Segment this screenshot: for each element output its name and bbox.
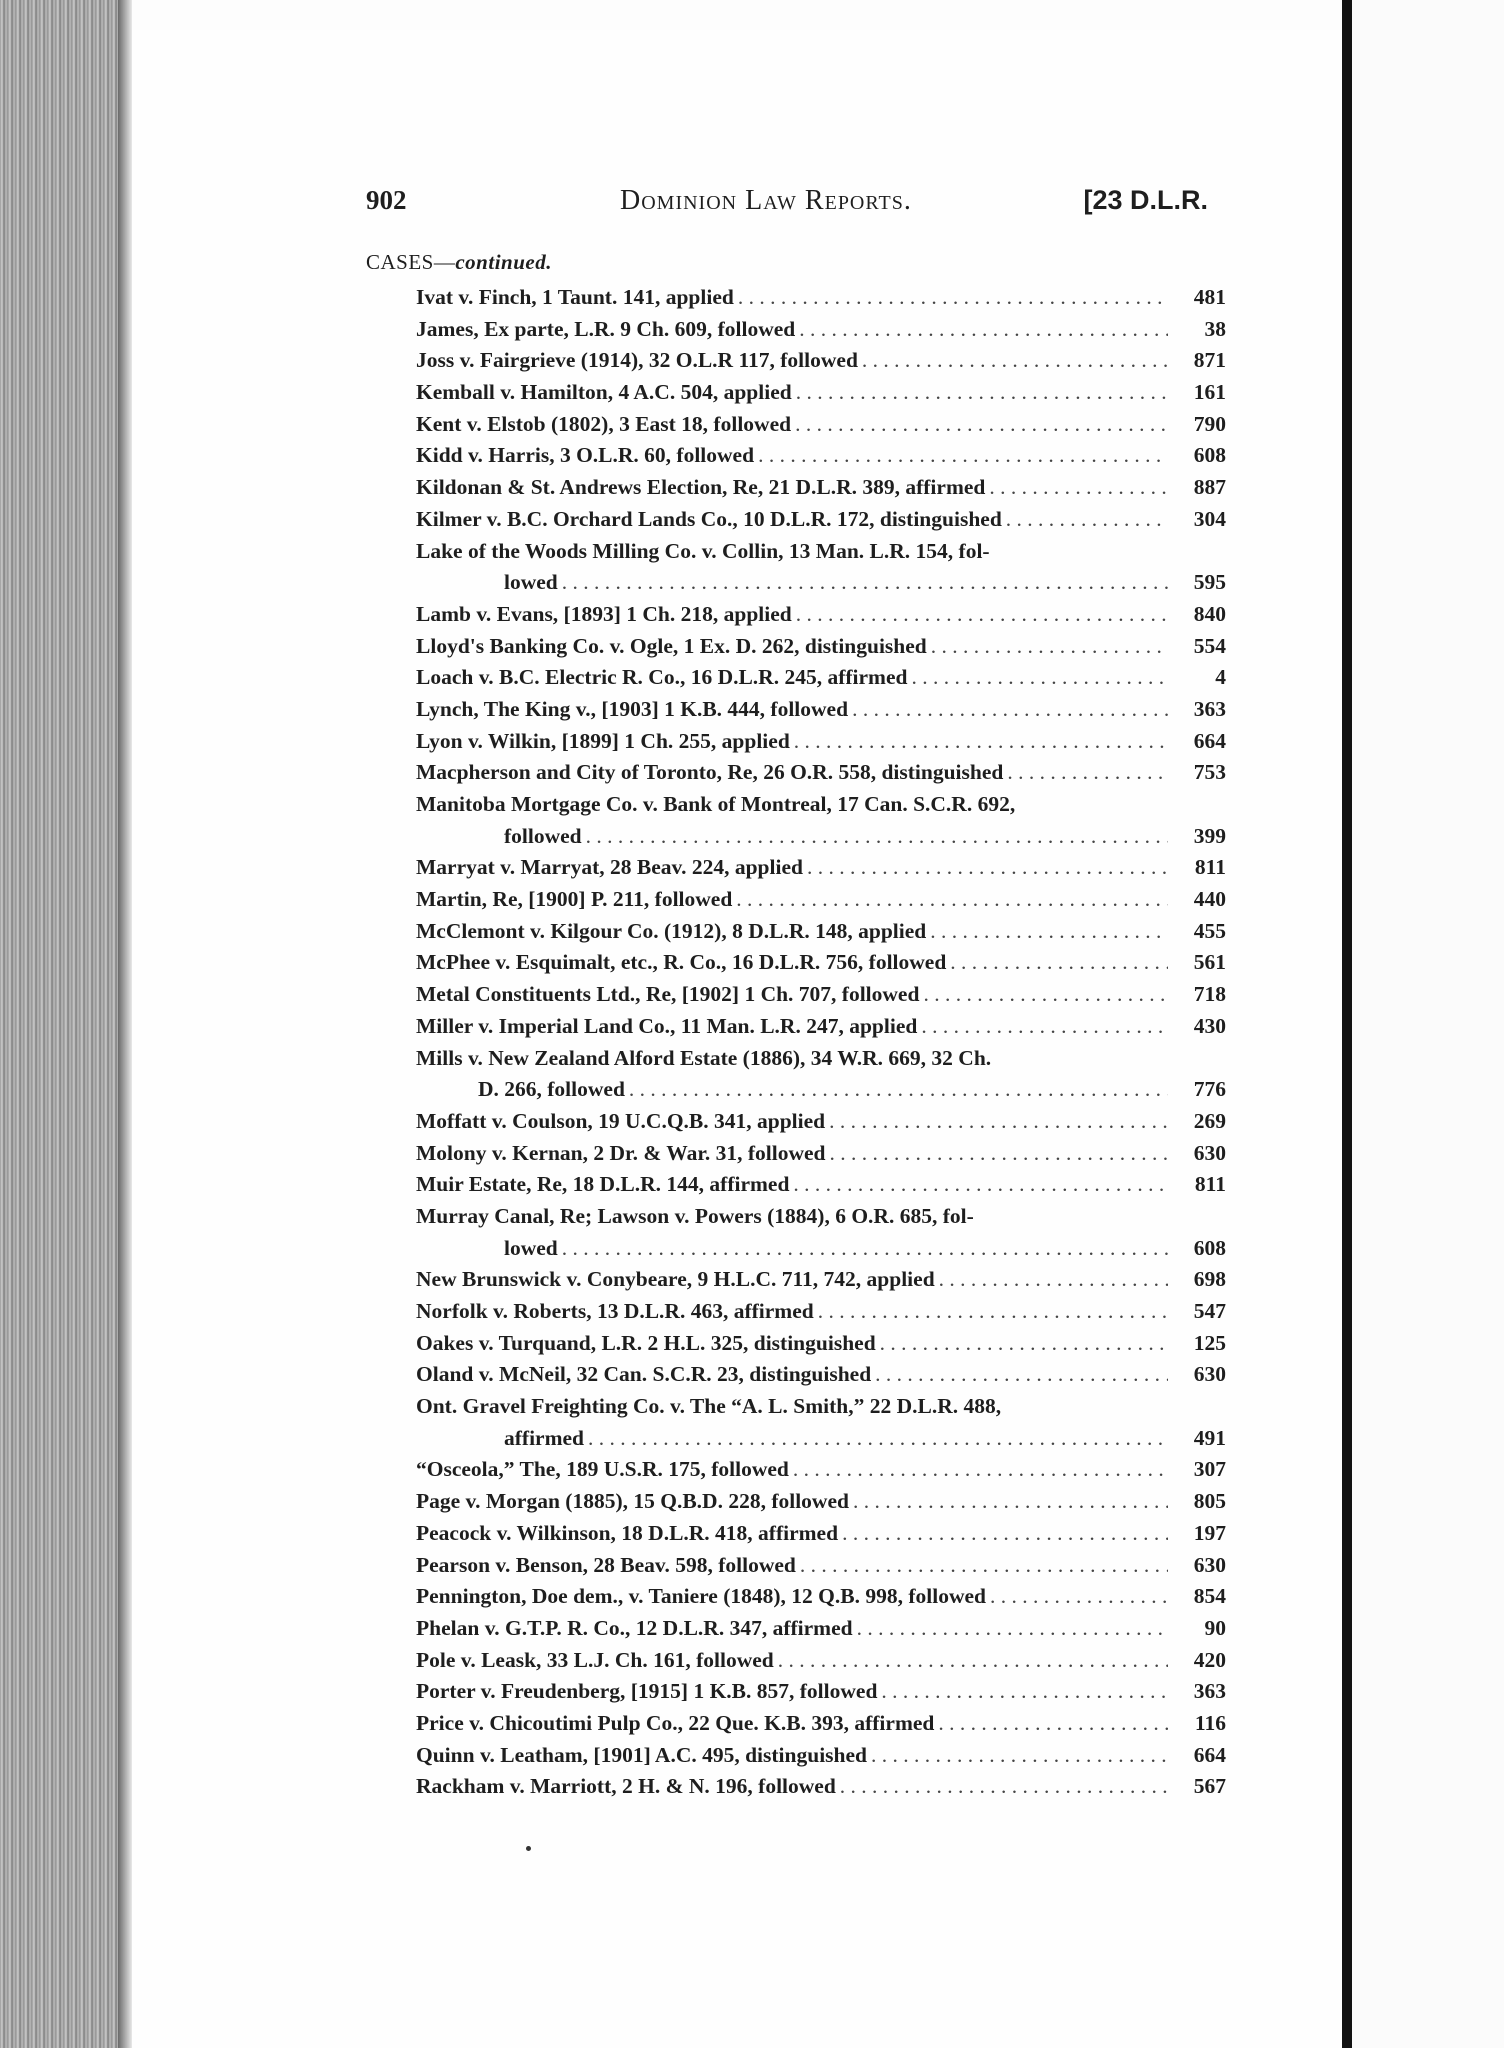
case-citation-text: Kent v. Elstob (1802), 3 East 18, followed: [416, 411, 792, 436]
case-entry: [416, 1486, 1226, 1518]
case-citation-text: Lyon v. Wilkin, [1899] 1 Ch. 255, applied: [416, 728, 790, 753]
case-entry: [416, 440, 1226, 472]
case-citation-text: Phelan v. G.T.P. R. Co., 12 D.L.R. 347, affirmed: [416, 1615, 853, 1640]
case-entry: [416, 1550, 1226, 1582]
case-citation-text: Lynch, The King v., [1903] 1 K.B. 444, followed: [416, 696, 849, 721]
case-page-reference: 608: [1193, 443, 1226, 468]
case-citation-text: Kidd v. Harris, 3 O.L.R. 60, followed: [416, 443, 755, 468]
dot-leader: [1007, 757, 1168, 789]
case-citation-text: D. 266, followed: [478, 1077, 625, 1102]
case-page-reference: 664: [1193, 1742, 1226, 1767]
book-gutter: [1342, 0, 1352, 2048]
case-citation-text: James, Ex parte, L.R. 9 Ch. 609, followed: [416, 316, 796, 341]
case-entry: [416, 1391, 1226, 1454]
dot-leader: [793, 1169, 1168, 1201]
case-page-reference: 363: [1193, 1679, 1226, 1704]
case-citation-text: Murray Canal, Re; Lawson v. Powers (1884), 6 O.R. 685, fol-: [416, 1203, 974, 1228]
case-citation-text: lowed: [504, 1235, 558, 1260]
dot-leader: [818, 1296, 1168, 1328]
section-heading: [366, 250, 552, 275]
case-citation-text: Martin, Re, [1900] P. 211, followed: [416, 887, 733, 912]
case-page-reference: 805: [1193, 1489, 1226, 1514]
dot-leader: [880, 1328, 1168, 1360]
case-entry-line: [416, 662, 1226, 694]
case-entry-line: [416, 1106, 1226, 1138]
case-citation-text: Loach v. B.C. Electric R. Co., 16 D.L.R. 245, affirmed: [416, 665, 908, 690]
case-entry-line: [416, 1645, 1226, 1677]
case-entry: [416, 599, 1226, 631]
case-entry-line: [416, 345, 1226, 377]
case-citation-text: Norfolk v. Roberts, 13 D.L.R. 463, affirmed: [416, 1299, 814, 1323]
dot-leader: [840, 1771, 1168, 1803]
case-entry: [416, 1359, 1226, 1391]
case-citation-text: McClemont v. Kilgour Co. (1912), 8 D.L.R. 148, applied: [416, 918, 927, 943]
case-entry: [416, 1645, 1226, 1677]
dot-leader: [562, 1233, 1168, 1265]
dot-leader: [793, 1454, 1168, 1486]
case-entry-line: [416, 1201, 1226, 1233]
dot-leader: [799, 314, 1168, 346]
dot-leader: [562, 567, 1168, 599]
case-page-reference: 116: [1194, 1710, 1226, 1735]
case-entry: [416, 314, 1226, 346]
case-citation-text: Kilmer v. B.C. Orchard Lands Co., 10 D.L.R. 172, distinguished: [416, 506, 1002, 531]
dot-leader: [989, 472, 1168, 504]
case-page-reference: 840: [1193, 601, 1226, 626]
case-entry: [416, 1613, 1226, 1645]
case-entry-line: [416, 1391, 1226, 1423]
dot-leader: [842, 1518, 1168, 1550]
case-entry: [416, 1201, 1226, 1264]
case-citation-text: Marryat v. Marryat, 28 Beav. 224, applied: [416, 855, 803, 880]
book-page-edges: [0, 0, 132, 2048]
case-citation-text: Moffatt v. Coulson, 19 U.C.Q.B. 341, applied: [416, 1108, 826, 1133]
case-entry: [416, 409, 1226, 441]
case-page-reference: 455: [1193, 918, 1226, 943]
case-citation-text: New Brunswick v. Conybeare, 9 H.L.C. 711, 742, applied: [416, 1267, 935, 1292]
case-citation-text: Rackham v. Marriott, 2 H. & N. 196, followed: [416, 1774, 836, 1799]
dot-leader: [930, 916, 1168, 948]
case-entry: [416, 1264, 1226, 1296]
case-citation-text: Muir Estate, Re, 18 D.L.R. 144, affirmed: [416, 1172, 790, 1197]
case-list: [416, 282, 1226, 1803]
case-entry-line: [416, 1518, 1226, 1550]
case-page-reference: 547: [1193, 1299, 1226, 1323]
case-page-reference: 811: [1194, 855, 1226, 880]
dot-leader: [800, 1550, 1168, 1582]
case-entry-continuation: [416, 1233, 1226, 1265]
case-citation-text: Joss v. Fairgrieve (1914), 32 O.L.R 117, followed: [416, 348, 858, 373]
dot-leader: [795, 409, 1168, 441]
case-entry-line: [416, 1740, 1226, 1772]
case-entry: [416, 1043, 1226, 1106]
dot-leader: [629, 1074, 1168, 1106]
case-page-reference: 481: [1193, 285, 1226, 309]
dot-leader: [990, 1581, 1168, 1613]
case-page-reference: 90: [1204, 1615, 1226, 1640]
case-entry-line: [416, 1454, 1226, 1486]
case-entry-line: [416, 1486, 1226, 1518]
case-citation-text: Ivat v. Finch, 1 Taunt. 141, applied: [416, 285, 734, 309]
case-entry: [416, 1676, 1226, 1708]
dot-leader: [807, 852, 1168, 884]
case-entry: [416, 1106, 1226, 1138]
case-entry-line: [416, 852, 1226, 884]
dot-leader: [796, 377, 1168, 409]
dot-leader: [871, 1740, 1168, 1772]
case-entry-line: [416, 1264, 1226, 1296]
case-citation-text: Porter v. Freudenberg, [1915] 1 K.B. 857, followed: [416, 1679, 878, 1704]
case-citation-text: Pearson v. Benson, 28 Beav. 598, followed: [416, 1552, 796, 1577]
print-speck: [526, 1846, 531, 1851]
case-entry: [416, 345, 1226, 377]
case-entry-line: [416, 1169, 1226, 1201]
case-entry-line: [416, 1296, 1226, 1328]
case-page-reference: 790: [1193, 411, 1226, 436]
case-citation-text: lowed: [504, 570, 558, 595]
case-entry-line: [416, 1138, 1226, 1170]
case-page-reference: 307: [1193, 1457, 1226, 1482]
dot-leader: [857, 1613, 1168, 1645]
case-citation-text: followed: [504, 823, 582, 848]
case-page-reference: 304: [1193, 506, 1226, 531]
case-page-reference: 753: [1193, 760, 1226, 785]
case-page-reference: 125: [1193, 1330, 1226, 1355]
case-entry: [416, 1581, 1226, 1613]
case-entry-line: [416, 1359, 1226, 1391]
case-entry-line: [416, 979, 1226, 1011]
case-citation-text: Manitoba Mortgage Co. v. Bank of Montreal, 17 Can. S.C.R. 692,: [416, 792, 1016, 816]
dot-leader: [758, 440, 1168, 472]
volume-reference: [23 D.L.R.: [1083, 185, 1208, 215]
case-entry: [416, 1328, 1226, 1360]
case-page-reference: 161: [1193, 380, 1226, 405]
case-entry-line: [416, 1581, 1226, 1613]
case-citation-text: Price v. Chicoutimi Pulp Co., 22 Que. K.B. 393, affirmed: [416, 1710, 935, 1735]
case-entry: [416, 726, 1226, 758]
case-citation-text: Molony v. Kernan, 2 Dr. & War. 31, followed: [416, 1140, 826, 1165]
case-entry-line: [416, 757, 1226, 789]
dot-leader: [923, 979, 1168, 1011]
case-entry: [416, 852, 1226, 884]
case-entry-line: [416, 789, 1226, 821]
case-entry-line: [416, 916, 1226, 948]
dot-leader: [830, 1138, 1168, 1170]
case-page-reference: 420: [1193, 1647, 1226, 1672]
case-entry-line: [416, 282, 1226, 314]
case-entry: [416, 979, 1226, 1011]
case-citation-text: Lake of the Woods Milling Co. v. Collin, 13 Man. L.R. 154, fol-: [416, 538, 990, 563]
case-citation-text: Quinn v. Leatham, [1901] A.C. 495, distinguished: [416, 1742, 867, 1767]
case-entry: [416, 1771, 1226, 1803]
case-entry: [416, 472, 1226, 504]
dot-leader: [588, 1423, 1168, 1455]
dot-leader: [1006, 504, 1168, 536]
section-label: CASES—: [366, 250, 456, 274]
case-page-reference: 887: [1193, 475, 1226, 500]
case-page-reference: 561: [1193, 950, 1226, 975]
case-entry: [416, 884, 1226, 916]
dot-leader: [921, 1011, 1168, 1043]
case-entry-line: [416, 1708, 1226, 1740]
case-page-reference: 871: [1193, 348, 1226, 373]
running-title: Dominion Law Reports.: [620, 185, 912, 216]
case-page-reference: 491: [1193, 1425, 1226, 1450]
case-page-reference: 630: [1193, 1362, 1226, 1387]
case-entry: [416, 789, 1226, 852]
dot-leader: [939, 1264, 1168, 1296]
case-entry-line: [416, 599, 1226, 631]
case-entry-line: [416, 472, 1226, 504]
case-page-reference: 718: [1193, 982, 1226, 1007]
case-page-reference: 363: [1193, 696, 1226, 721]
case-page-reference: 811: [1194, 1172, 1226, 1197]
case-entry: [416, 662, 1226, 694]
dot-leader: [881, 1676, 1168, 1708]
case-page-reference: 440: [1193, 887, 1226, 912]
case-citation-text: Pole v. Leask, 33 L.J. Ch. 161, followed: [416, 1647, 774, 1672]
case-citation-text: Ont. Gravel Freighting Co. v. The “A. L. Smith,” 22 D.L.R. 488,: [416, 1394, 1002, 1419]
case-page-reference: 595: [1193, 570, 1226, 595]
dot-leader: [586, 821, 1168, 853]
case-citation-text: Pennington, Doe dem., v. Taniere (1848), 12 Q.B. 998, followed: [416, 1584, 986, 1609]
case-citation-text: Miller v. Imperial Land Co., 11 Man. L.R. 247, applied: [416, 1013, 918, 1038]
dot-leader: [736, 884, 1168, 916]
case-page-reference: 854: [1193, 1584, 1226, 1609]
case-entry: [416, 1296, 1226, 1328]
case-citation-text: Page v. Morgan (1885), 15 Q.B.D. 228, followed: [416, 1489, 849, 1514]
case-page-reference: 698: [1193, 1267, 1226, 1292]
dot-leader: [852, 694, 1168, 726]
section-continued: continued.: [455, 250, 552, 274]
case-entry: [416, 916, 1226, 948]
case-citation-text: McPhee v. Esquimalt, etc., R. Co., 16 D.L.R. 756, followed: [416, 950, 947, 975]
dot-leader: [875, 1359, 1168, 1391]
case-entry: [416, 757, 1226, 789]
case-entry: [416, 1169, 1226, 1201]
case-entry-continuation: [416, 567, 1226, 599]
case-page-reference: 4: [1215, 665, 1226, 690]
running-header: [366, 185, 1208, 225]
dot-leader: [862, 345, 1168, 377]
case-entry-line: [416, 1328, 1226, 1360]
dot-leader: [853, 1486, 1168, 1518]
case-entry-line: [416, 314, 1226, 346]
case-citation-text: Metal Constituents Ltd., Re, [1902] 1 Ch. 707, followed: [416, 982, 920, 1007]
case-entry-line: [416, 1771, 1226, 1803]
case-page-reference: 430: [1193, 1013, 1226, 1038]
case-entry: [416, 536, 1226, 599]
case-entry-line: [416, 631, 1226, 663]
case-entry-line: [416, 884, 1226, 916]
case-entry: [416, 631, 1226, 663]
case-citation-text: Kemball v. Hamilton, 4 A.C. 504, applied: [416, 380, 792, 405]
case-page-reference: 554: [1193, 633, 1226, 658]
case-page-reference: 630: [1193, 1552, 1226, 1577]
page-number: 902: [366, 185, 407, 215]
case-entry: [416, 947, 1226, 979]
dot-leader: [829, 1106, 1168, 1138]
case-citation-text: Lamb v. Evans, [1893] 1 Ch. 218, applied: [416, 601, 792, 626]
case-entry: [416, 694, 1226, 726]
case-page-reference: 630: [1193, 1140, 1226, 1165]
case-page-reference: 608: [1193, 1235, 1226, 1260]
case-entry: [416, 1740, 1226, 1772]
case-page-reference: 776: [1193, 1077, 1226, 1102]
dot-leader: [950, 947, 1168, 979]
case-page-reference: 197: [1193, 1520, 1226, 1545]
case-entry-continuation: [416, 1423, 1226, 1455]
case-citation-text: Peacock v. Wilkinson, 18 D.L.R. 418, affirmed: [416, 1520, 839, 1545]
dot-leader: [738, 282, 1168, 314]
case-entry: [416, 1518, 1226, 1550]
case-entry: [416, 1454, 1226, 1486]
case-page-reference: 567: [1193, 1774, 1226, 1799]
case-entry-line: [416, 536, 1226, 568]
case-entry-line: [416, 409, 1226, 441]
case-entry-line: [416, 504, 1226, 536]
facing-page: [1352, 0, 1504, 2048]
case-page-reference: 38: [1204, 316, 1226, 341]
dot-leader: [796, 599, 1168, 631]
case-page-reference: 269: [1193, 1108, 1226, 1133]
case-entry-continuation: [416, 1074, 1226, 1106]
case-entry-line: [416, 1613, 1226, 1645]
case-entry: [416, 377, 1226, 409]
dot-leader: [911, 662, 1168, 694]
case-citation-text: Kildonan & St. Andrews Election, Re, 21 D.L.R. 389, affirmed: [416, 475, 986, 500]
case-citation-text: Oakes v. Turquand, L.R. 2 H.L. 325, distinguished: [416, 1330, 876, 1355]
case-entry-line: [416, 1550, 1226, 1582]
dot-leader: [778, 1645, 1168, 1677]
case-entry: [416, 504, 1226, 536]
case-citation-text: Oland v. McNeil, 32 Can. S.C.R. 23, distinguished: [416, 1362, 872, 1387]
case-page-reference: 399: [1193, 823, 1226, 848]
case-entry: [416, 1708, 1226, 1740]
case-entry-line: [416, 440, 1226, 472]
case-entry-line: [416, 726, 1226, 758]
dot-leader: [931, 631, 1168, 663]
case-citation-text: Mills v. New Zealand Alford Estate (1886), 34 W.R. 669, 32 Ch.: [416, 1045, 992, 1070]
case-entry-line: [416, 947, 1226, 979]
case-entry-line: [416, 1011, 1226, 1043]
case-entry-line: [416, 1676, 1226, 1708]
dot-leader: [938, 1708, 1168, 1740]
case-entry: [416, 1138, 1226, 1170]
case-citation-text: Lloyd's Banking Co. v. Ogle, 1 Ex. D. 262, distinguished: [416, 633, 927, 658]
case-citation-text: affirmed: [504, 1425, 584, 1450]
case-entry-line: [416, 1043, 1226, 1075]
case-entry: [416, 282, 1226, 314]
case-citation-text: “Osceola,” The, 189 U.S.R. 175, followed: [416, 1457, 789, 1482]
case-citation-text: Macpherson and City of Toronto, Re, 26 O.R. 558, distinguished: [416, 760, 1004, 785]
dot-leader: [794, 726, 1168, 758]
case-page-reference: 664: [1193, 728, 1226, 753]
case-entry: [416, 1011, 1226, 1043]
case-entry-line: [416, 694, 1226, 726]
case-entry-line: [416, 377, 1226, 409]
case-entry-continuation: [416, 821, 1226, 853]
